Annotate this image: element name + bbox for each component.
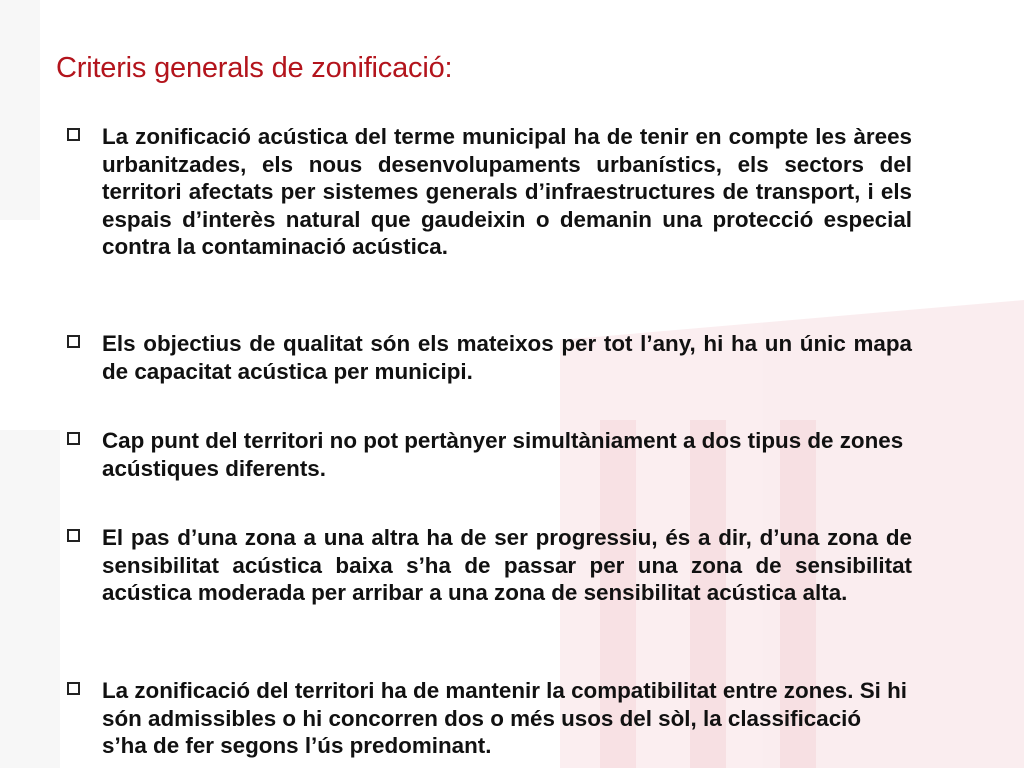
bullet-text: Cap punt del territori no pot pertànyer simultàniament a dos tipus de zones acústiques diferents. (102, 428, 904, 481)
square-bullet-icon (67, 682, 80, 695)
bullet-text: El pas d’una zona a una altra ha de ser progressiu, és a dir, d’una zona de sensibilitat acústica baixa s’ha de passar per una zona de sensibilitat acústica moderada per arribar a una zona de sensibilitat acústica alta. (102, 525, 912, 605)
list-item (64, 330, 912, 385)
bullet-text: La zonificació acústica del terme municipal ha de tenir en compte les àrees urbanitzades, els nous desenvolupaments urbanístics, els sectors del territori afectats per sistemes generals d’infraestructures de transport, i els espais d’interès natural que gaudeixin o demanin una protecció especial contra la contaminació acústica. (102, 124, 912, 259)
square-bullet-icon (67, 432, 80, 445)
bullet-text: Els objectius de qualitat són els mateixos per tot l’any, hi ha un únic mapa de capacitat acústica per municipi. (102, 331, 912, 384)
slide-title: Criteris generals de zonificació: (56, 52, 453, 84)
list-item (64, 427, 912, 482)
list-item (64, 123, 912, 261)
list-item (64, 677, 912, 760)
square-bullet-icon (67, 529, 80, 542)
list-item (64, 524, 912, 607)
bullet-text: La zonificació del territori ha de mantenir la compatibilitat entre zones. Si hi són admissibles o hi concorren dos o més usos del sòl, la classificació s’ha de fer segons l’ús predominant. (102, 678, 907, 758)
square-bullet-icon (67, 128, 80, 141)
square-bullet-icon (67, 335, 80, 348)
